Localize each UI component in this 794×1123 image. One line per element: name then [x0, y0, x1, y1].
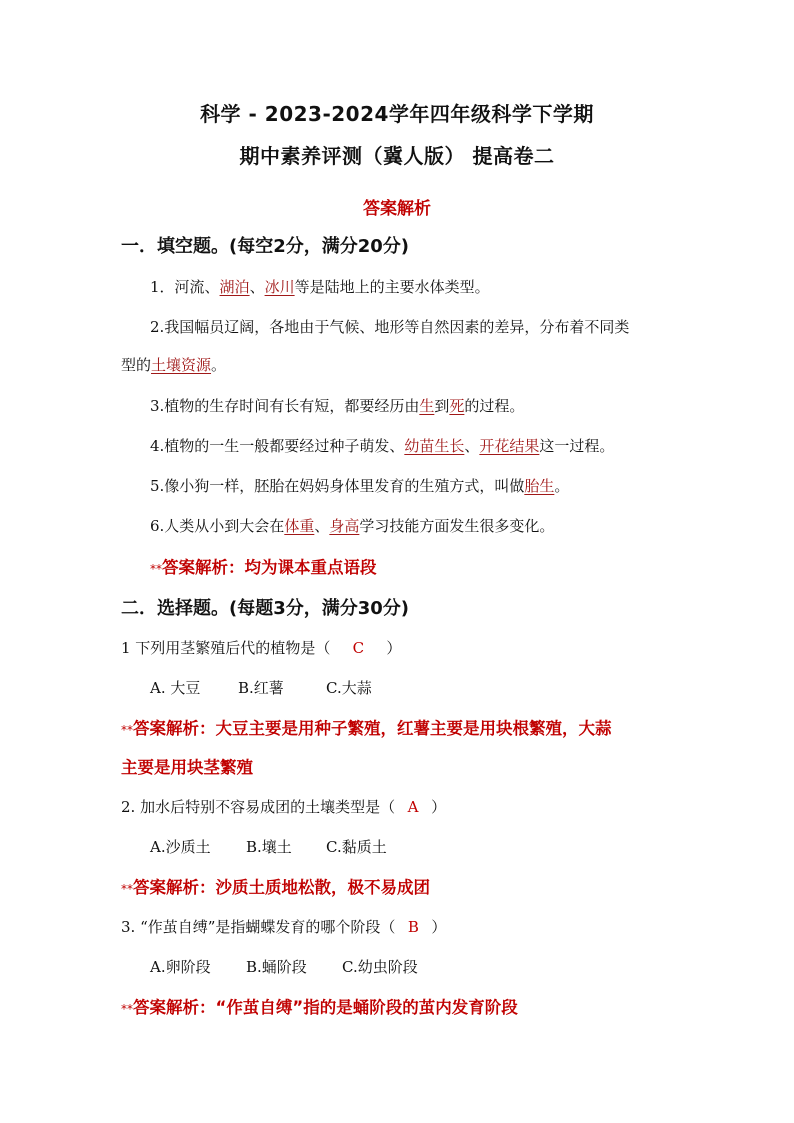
choice-question-1: 1 下列用茎繁殖后代的植物是（ C ） — [121, 639, 402, 657]
fill-question-6: 6.人类从小到大会在体重、身高学习技能方面发生很多变化。 — [150, 517, 555, 535]
choice-question-3-options — [150, 956, 418, 977]
fill-question-2-line-2: 型的土壤资源。 — [121, 356, 227, 374]
answer-blank: 身高 — [329, 517, 360, 535]
fill-question-1: 1．河流、湖泊、冰川等是陆地上的主要水体类型。 — [150, 278, 490, 296]
option-c: C.幼虫阶段 — [342, 958, 418, 976]
answer-letter: A — [407, 798, 419, 816]
answer-blank: 死 — [449, 397, 465, 415]
option-c: C.大蒜 — [326, 679, 372, 697]
choice-question-2-options — [150, 836, 387, 857]
fill-question-4: 4.植物的一生一般都要经过种子萌发、幼苗生长、开花结果这一过程。 — [150, 437, 615, 455]
section-2-heading: 二．选择题。(每题3分，满分30分) — [121, 598, 410, 619]
fill-question-5: 5.像小狗一样，胚胎在妈妈身体里发育的生殖方式，叫做胎生。 — [150, 477, 570, 495]
option-a: A.卵阶段 — [150, 958, 211, 976]
answer-blank: 冰川 — [264, 278, 295, 296]
answer-blank: 体重 — [284, 517, 315, 535]
fill-question-2-line-1: 2.我国幅员辽阔，各地由于气候、地形等自然因素的差异，分布着不同类 — [150, 318, 630, 336]
option-b: B.壤土 — [246, 838, 292, 856]
answer-blank: 土壤资源 — [151, 356, 212, 374]
answer-blank: 幼苗生长 — [404, 437, 465, 455]
choice-question-1-explanation-line-2: 主要是用块茎繁殖 — [121, 758, 253, 777]
answer-blank: 开花结果 — [479, 437, 540, 455]
section-1-explanation: **答案解析：均为课本重点语段 — [150, 558, 377, 577]
answer-letter: C — [352, 639, 365, 657]
option-c: C.黏质土 — [326, 838, 387, 856]
option-a: A. 大豆 — [150, 679, 201, 697]
answer-blank: 生 — [419, 397, 435, 415]
answer-letter: B — [407, 918, 419, 936]
choice-question-3: 3. “作茧自缚”是指蝴蝶发育的哪个阶段（ B ） — [121, 918, 447, 936]
answer-key-subtitle: 答案解析 — [363, 199, 431, 219]
option-a: A.沙质土 — [150, 838, 211, 856]
choice-question-2-explanation: **答案解析：沙质土质地松散，极不易成团 — [121, 878, 430, 897]
answer-blank: 胎生 — [524, 477, 555, 495]
option-b: B.蛹阶段 — [246, 958, 307, 976]
choice-question-3-explanation: **答案解析：“作茧自缚”指的是蛹阶段的茧内发育阶段 — [121, 998, 518, 1017]
choice-question-1-options — [150, 677, 372, 698]
choice-question-1-explanation-line-1: **答案解析：大豆主要是用种子繁殖，红薯主要是用块根繁殖，大蒜 — [121, 719, 612, 738]
choice-question-2: 2. 加水后特别不容易成团的土壤类型是（ A ） — [121, 798, 447, 816]
title-line-1: 科学 - 2023-2024学年四年级科学下学期 — [200, 102, 594, 126]
title-line-2: 期中素养评测（冀人版） 提高卷二 — [239, 144, 555, 168]
answer-blank: 湖泊 — [219, 278, 250, 296]
section-1-heading: 一．填空题。(每空2分，满分20分) — [121, 236, 410, 257]
fill-question-3: 3.植物的生存时间有长有短，都要经历由生到死的过程。 — [150, 397, 525, 415]
option-b: B.红薯 — [238, 679, 284, 697]
